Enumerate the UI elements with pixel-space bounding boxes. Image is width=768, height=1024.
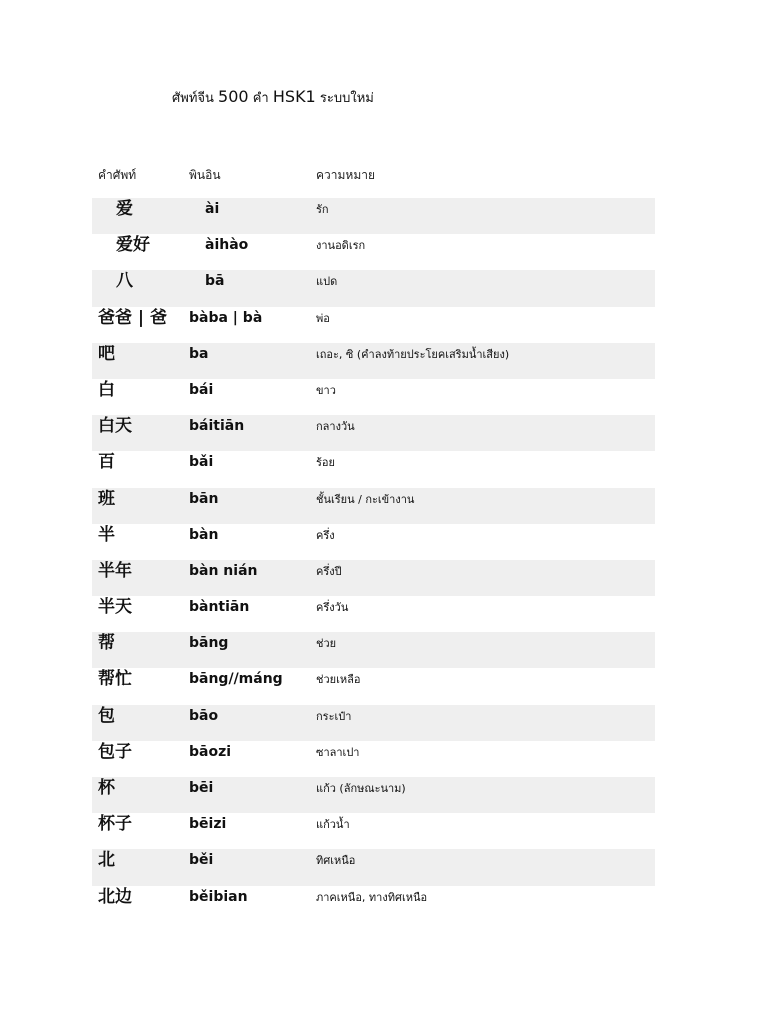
header-meaning: ความหมาย — [316, 168, 376, 182]
hanzi-cell: 包 — [98, 705, 115, 726]
pinyin-cell: bāo — [189, 707, 219, 724]
table-row — [92, 198, 655, 234]
pinyin-cell: bàntiān — [189, 599, 250, 616]
title-mid: คำ — [252, 91, 269, 106]
meaning-cell: ซาลาเปา — [316, 745, 360, 759]
title-prefix: ศัพท์จีน — [172, 91, 214, 106]
hanzi-cell: 八 — [116, 271, 133, 292]
pinyin-cell: bái — [189, 381, 214, 398]
meaning-cell: ทิศเหนือ — [316, 854, 356, 868]
hanzi-cell: 白天 — [98, 416, 132, 437]
hanzi-cell: 班 — [98, 488, 115, 509]
table-row — [92, 270, 655, 306]
hanzi-cell: 包子 — [98, 741, 132, 762]
pinyin-cell: bēizi — [189, 816, 227, 833]
table-row — [92, 741, 655, 777]
title-count: 500 — [218, 87, 249, 106]
hanzi-cell: 北 — [98, 850, 115, 871]
hanzi-cell: 半年 — [98, 560, 132, 581]
hanzi-cell: 帮忙 — [98, 669, 132, 690]
pinyin-cell: bāozi — [189, 743, 232, 760]
hanzi-cell: 爱 — [116, 199, 133, 219]
meaning-cell: เถอะ, ซิ (คำลงท้ายประโยคเสริมน้ำเสียง) — [316, 347, 510, 361]
table-row — [92, 343, 655, 379]
table-row — [92, 886, 655, 922]
hanzi-cell: 杯 — [98, 778, 115, 798]
meaning-cell: ชั้นเรียน / กะเข้างาน — [316, 492, 415, 506]
meaning-cell: ช่วย — [316, 637, 337, 651]
meaning-cell: ภาคเหนือ, ทางทิศเหนือ — [316, 890, 428, 904]
pinyin-cell: àihào — [205, 237, 249, 254]
table-row — [92, 813, 655, 849]
hanzi-cell: 帮 — [98, 633, 115, 654]
table-row — [92, 596, 655, 632]
pinyin-cell: bā — [205, 273, 225, 290]
hanzi-cell: 百 — [98, 452, 115, 473]
table-row — [92, 415, 655, 451]
pinyin-cell: běibian — [189, 888, 248, 905]
pinyin-cell: bāng//máng — [189, 671, 283, 688]
hanzi-cell: 北边 — [98, 886, 132, 907]
pinyin-cell: bēi — [189, 780, 214, 796]
table-header — [92, 164, 655, 186]
meaning-cell: ช่วยเหลือ — [316, 673, 361, 687]
meaning-cell: ร้อย — [316, 456, 335, 470]
hanzi-cell: 杯子 — [98, 814, 132, 835]
meaning-cell: แก้วน้ำ — [316, 818, 350, 832]
table-row — [92, 524, 655, 560]
meaning-cell: ครึ่งปี — [316, 564, 342, 578]
meaning-cell: พ่อ — [316, 311, 330, 325]
meaning-cell: ขาว — [316, 383, 336, 397]
meaning-cell: แปด — [316, 275, 338, 289]
meaning-cell: แก้ว (ลักษณะนาม) — [316, 782, 406, 795]
hanzi-cell: 半天 — [98, 597, 132, 618]
table-row — [92, 849, 655, 885]
table-row — [92, 705, 655, 741]
table-row — [92, 488, 655, 524]
pinyin-cell: bàn nián — [189, 562, 258, 579]
pinyin-cell: bàba | bà — [189, 309, 263, 326]
meaning-cell: รัก — [316, 203, 329, 216]
header-word: คำศัพท์ — [98, 168, 137, 182]
vocab-table — [92, 198, 655, 922]
table-row — [92, 777, 655, 813]
table-row — [92, 560, 655, 596]
pinyin-cell: bàn — [189, 526, 219, 543]
meaning-cell: ครึ่งวัน — [316, 601, 349, 615]
table-row — [92, 632, 655, 668]
table-row — [92, 234, 655, 270]
pinyin-cell: bǎi — [189, 454, 214, 471]
meaning-cell: งานอดิเรก — [316, 239, 366, 253]
hanzi-cell: 爱好 — [116, 235, 150, 256]
table-row — [92, 451, 655, 487]
pinyin-cell: bān — [189, 490, 219, 507]
hanzi-cell: 半 — [98, 524, 115, 545]
hanzi-cell: 白 — [98, 379, 115, 400]
pinyin-cell: běi — [189, 852, 214, 869]
header-pinyin: พินอิน — [189, 168, 221, 182]
hanzi-cell: 爸爸 | 爸 — [98, 307, 168, 328]
meaning-cell: กลางวัน — [316, 420, 355, 434]
page-title — [172, 87, 374, 108]
pinyin-cell: báitiān — [189, 418, 245, 435]
hanzi-cell: 吧 — [98, 343, 115, 364]
title-level: HSK1 — [272, 87, 316, 106]
meaning-cell: ครึ่ง — [316, 528, 335, 542]
meaning-cell: กระเป๋า — [316, 709, 352, 723]
title-suffix: ระบบใหม่ — [319, 91, 374, 106]
pinyin-cell: ba — [189, 345, 209, 362]
table-row — [92, 668, 655, 704]
table-row — [92, 379, 655, 415]
pinyin-cell: bāng — [189, 635, 229, 652]
table-row — [92, 307, 655, 343]
pinyin-cell: ài — [205, 201, 220, 217]
